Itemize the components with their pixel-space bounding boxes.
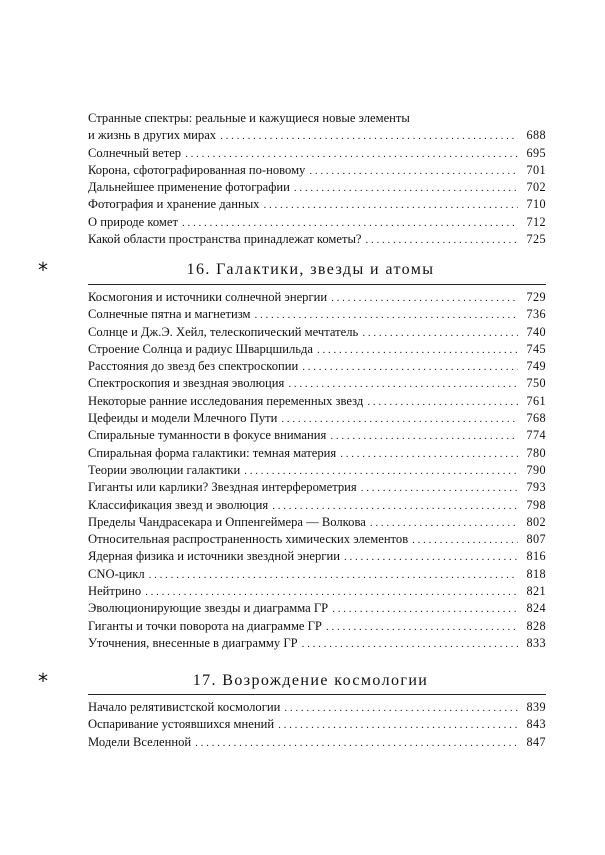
toc-entry-text: Пределы Чандрасекара и Оппенгеймера — Волкова bbox=[88, 514, 366, 529]
toc-entry[interactable] bbox=[88, 734, 546, 751]
dot-leader bbox=[361, 480, 518, 497]
toc-entry[interactable] bbox=[88, 462, 546, 479]
toc-entry-text: Классификация звезд и эволюция bbox=[88, 497, 269, 512]
toc-entry-page: 790 bbox=[526, 462, 546, 477]
toc-entry[interactable] bbox=[88, 162, 546, 179]
toc-entry-page: 761 bbox=[526, 393, 546, 408]
dot-leader bbox=[185, 146, 518, 163]
dot-leader bbox=[220, 128, 518, 145]
dot-leader bbox=[344, 549, 518, 566]
toc-entry-text: Некоторые ранние исследования переменных звезд bbox=[88, 393, 364, 408]
toc-entry-page: 749 bbox=[526, 359, 546, 374]
toc-entry-text: Теории эволюции галактики bbox=[88, 462, 241, 477]
toc-entry-page: 807 bbox=[526, 532, 546, 547]
dot-leader bbox=[302, 359, 518, 376]
chapter-title: 17. Возрождение космологии bbox=[192, 672, 429, 689]
toc-entry-page: 695 bbox=[526, 145, 546, 160]
toc-entry-page: 725 bbox=[526, 232, 546, 247]
toc-entry-page: 688 bbox=[526, 128, 546, 143]
toc-entry-text: Ядерная физика и источники звездной энергии bbox=[88, 549, 340, 564]
toc-entry[interactable] bbox=[88, 618, 546, 635]
toc-entry-text: Эволюционирующие звезды и диаграмма ГР bbox=[88, 601, 329, 616]
dot-leader bbox=[412, 532, 518, 549]
toc-entry-text: Начало релятивистской космологии bbox=[88, 700, 281, 714]
toc-entry-page: 821 bbox=[526, 584, 546, 599]
toc-entry-page: 793 bbox=[526, 480, 546, 495]
toc-entry-page: 736 bbox=[526, 307, 546, 322]
toc-entry-text: О природе комет bbox=[88, 214, 178, 229]
toc-entry-text: Оспаривание устоявшихся мнений bbox=[88, 717, 275, 732]
toc-entry-page: 816 bbox=[526, 549, 546, 564]
toc-entry[interactable] bbox=[88, 110, 546, 145]
toc-entry-text: Дальнейшее применение фотографии bbox=[88, 180, 290, 195]
toc-entry-text: Строение Солнца и радиус Шварцшильда bbox=[88, 341, 314, 356]
toc-entry-text: Солнце и Дж.Э. Хейл, телескопический мечтатель bbox=[88, 324, 359, 339]
toc-entry[interactable] bbox=[88, 716, 546, 733]
toc-entry-page: 828 bbox=[526, 618, 546, 633]
chapter-heading-16 bbox=[0, 259, 605, 281]
toc-entry[interactable] bbox=[88, 289, 546, 306]
toc-entry-text: Спиральная форма галактики: темная материя bbox=[88, 445, 337, 460]
dot-leader bbox=[278, 717, 518, 734]
toc-list-chapter-17 bbox=[88, 699, 546, 751]
toc-entry-page: 798 bbox=[526, 497, 546, 512]
toc-entry[interactable] bbox=[88, 324, 546, 341]
asterisk-icon: * bbox=[38, 258, 48, 282]
dot-leader bbox=[367, 394, 518, 411]
toc-entry[interactable] bbox=[88, 531, 546, 548]
dot-leader bbox=[284, 700, 518, 717]
dot-leader bbox=[149, 567, 518, 584]
toc-entry[interactable] bbox=[88, 427, 546, 444]
toc-entry-text: Какой области пространства принадлежат кометы? bbox=[88, 232, 362, 247]
toc-entry-text-line1: Странные спектры: реальные и кажущиеся новые элементы bbox=[88, 111, 410, 125]
toc-entry-page: 710 bbox=[526, 197, 546, 212]
chapter-title: 16. Галактики, звезды и атомы bbox=[186, 261, 435, 278]
toc-entry-text: Солнечные пятна и магнетизм bbox=[88, 307, 251, 322]
toc-entry-page: 839 bbox=[526, 700, 546, 714]
dot-leader bbox=[254, 307, 518, 324]
toc-entry-page: 802 bbox=[526, 514, 546, 529]
toc-entry-text: Солнечный ветер bbox=[88, 145, 182, 160]
toc-entry-page: 833 bbox=[526, 635, 546, 650]
toc-entry[interactable] bbox=[88, 600, 546, 617]
toc-entry-text: Уточнения, внесенные в диаграмму ГР bbox=[88, 635, 298, 650]
toc-entry[interactable] bbox=[88, 231, 546, 248]
toc-entry[interactable] bbox=[88, 514, 546, 531]
toc-entry[interactable] bbox=[88, 145, 546, 162]
dot-leader bbox=[340, 446, 518, 463]
toc-entry-page: 701 bbox=[526, 162, 546, 177]
dot-leader bbox=[294, 180, 518, 197]
dot-leader bbox=[326, 619, 518, 636]
dot-leader bbox=[272, 498, 518, 515]
toc-entry-page: 824 bbox=[526, 601, 546, 616]
toc-entry-page: 847 bbox=[526, 734, 546, 749]
chapter-rule bbox=[88, 694, 546, 695]
toc-entry[interactable] bbox=[88, 306, 546, 323]
toc-entry[interactable] bbox=[88, 375, 546, 392]
toc-entry[interactable] bbox=[88, 341, 546, 358]
toc-entry-page: 774 bbox=[526, 428, 546, 443]
toc-entry-page: 729 bbox=[526, 290, 546, 304]
dot-leader bbox=[182, 215, 518, 232]
dot-leader bbox=[317, 342, 518, 359]
toc-entry-text: Цефеиды и модели Млечного Пути bbox=[88, 411, 278, 426]
toc-entry-page: 745 bbox=[526, 341, 546, 356]
toc-entry[interactable] bbox=[88, 548, 546, 565]
toc-entry[interactable] bbox=[88, 583, 546, 600]
dot-leader bbox=[263, 197, 518, 214]
dot-leader bbox=[309, 163, 518, 180]
toc-entry-text: Фотография и хранение данных bbox=[88, 197, 260, 212]
toc-entry[interactable] bbox=[88, 445, 546, 462]
asterisk-icon: * bbox=[38, 669, 48, 693]
toc-list-chapter-15 bbox=[88, 110, 546, 248]
toc-entry-page: 702 bbox=[526, 180, 546, 195]
toc-entry[interactable] bbox=[88, 358, 546, 375]
dot-leader bbox=[145, 584, 518, 601]
toc-entry[interactable] bbox=[88, 393, 546, 410]
toc-entry[interactable] bbox=[88, 214, 546, 231]
dot-leader bbox=[362, 325, 518, 342]
dot-leader bbox=[244, 463, 518, 480]
toc-entry-text: Космогония и источники солнечной энергии bbox=[88, 290, 328, 304]
toc-entry-page: 768 bbox=[526, 411, 546, 426]
dot-leader bbox=[330, 428, 518, 445]
toc-entry-text: и жизнь в других мирах bbox=[88, 128, 217, 143]
chapter-heading-17 bbox=[0, 670, 605, 692]
dot-leader bbox=[288, 376, 518, 393]
toc-entry-page: 780 bbox=[526, 445, 546, 460]
toc-entry-text: Расстояния до звезд без спектроскопии bbox=[88, 359, 299, 374]
dot-leader bbox=[331, 290, 518, 307]
dot-leader bbox=[281, 411, 518, 428]
toc-entry[interactable] bbox=[88, 179, 546, 196]
toc-entry-text: Модели Вселенной bbox=[88, 734, 192, 749]
chapter-rule bbox=[88, 284, 546, 285]
toc-entry-text: Спиральные туманности в фокусе внимания bbox=[88, 428, 327, 443]
toc-entry-text: Относительная распространенность химических элементов bbox=[88, 532, 409, 547]
toc-entry[interactable] bbox=[88, 497, 546, 514]
toc-entry-page: 740 bbox=[526, 324, 546, 339]
dot-leader bbox=[370, 515, 518, 532]
toc-entry-page: 843 bbox=[526, 717, 546, 732]
toc-entry-text: Нейтрино bbox=[88, 584, 142, 599]
toc-entry-text: Гиганты и точки поворота на диаграмме ГР bbox=[88, 618, 322, 633]
toc-list-chapter-16 bbox=[88, 289, 546, 652]
toc-entry[interactable] bbox=[88, 566, 546, 583]
dot-leader bbox=[302, 636, 518, 653]
toc-entry-text: Корона, сфотографированная по-новому bbox=[88, 162, 306, 177]
toc-entry-page: 712 bbox=[526, 214, 546, 229]
toc-entry-text: CNO-цикл bbox=[88, 566, 145, 581]
toc-entry[interactable] bbox=[88, 196, 546, 213]
toc-entry-page: 750 bbox=[526, 376, 546, 391]
dot-leader bbox=[366, 232, 518, 249]
dot-leader bbox=[195, 735, 518, 752]
toc-entry-page: 818 bbox=[526, 566, 546, 581]
toc-entry[interactable] bbox=[88, 479, 546, 496]
toc-entry-text: Спектроскопия и звездная эволюция bbox=[88, 376, 285, 391]
toc-entry[interactable] bbox=[88, 635, 546, 652]
toc-entry[interactable] bbox=[88, 699, 546, 716]
toc-entry[interactable] bbox=[88, 410, 546, 427]
dot-leader bbox=[332, 601, 518, 618]
toc-entry-text: Гиганты или карлики? Звездная интерферометрия bbox=[88, 480, 357, 495]
